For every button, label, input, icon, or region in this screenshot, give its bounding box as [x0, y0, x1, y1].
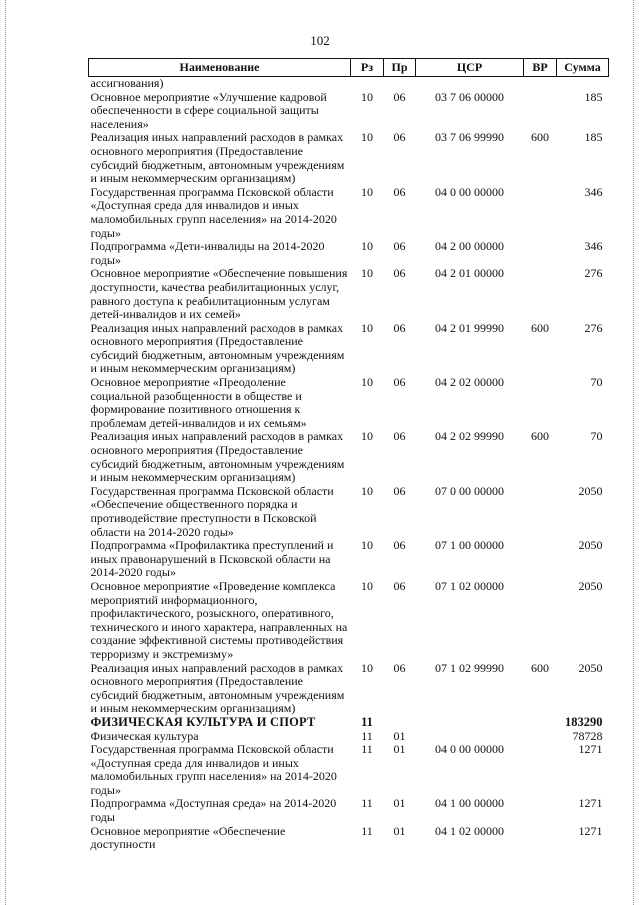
cell-pr	[384, 716, 416, 730]
cell-rz: 10	[361, 578, 373, 593]
cell-pr: 06	[393, 239, 406, 254]
cell-vr	[524, 580, 557, 662]
cell-rz: 10	[361, 266, 373, 281]
cell-name: Государственная программа Псковской области «Обеспечение общественного порядка и противодействие преступности в Псковской области на 2014-2020 годы»	[90, 483, 334, 539]
cell-sum: 2050	[578, 578, 603, 593]
cell-vr	[524, 825, 557, 852]
cell-csr: 03 7 06 00000	[435, 89, 504, 104]
cell-name: Подпрограмма «Доступная среда» на 2014-2020 годы	[90, 796, 337, 825]
cell-vr	[524, 91, 557, 132]
cell-csr: 07 1 00 00000	[435, 538, 504, 553]
cell-sum: 2050	[578, 538, 603, 553]
cell-vr: 600	[531, 660, 549, 675]
cell-csr: 04 1 00 00000	[435, 796, 504, 811]
cell-vr: 600	[531, 320, 549, 335]
cell-sum: 1271	[578, 796, 603, 811]
cell-rz: 10	[361, 429, 373, 444]
table-row	[89, 730, 609, 744]
cell-pr: 06	[393, 429, 406, 444]
cell-csr: 04 2 00 00000	[435, 239, 504, 254]
cell-name: Основное мероприятие «Проведение комплекса мероприятий информационного, профилактического, розыскного, оперативного, технического и иного характера, направленных на создание эффективной системы противодействия терроризму и экстремизму»	[90, 578, 348, 661]
table-row	[89, 580, 609, 662]
table-row	[89, 662, 609, 716]
cell-csr	[416, 730, 524, 744]
cell-name: Основное мероприятие «Обеспечение доступности	[90, 823, 286, 852]
cell-vr: 600	[531, 429, 549, 444]
cell-name: Физическая культура	[90, 728, 199, 743]
cell-pr: 01	[393, 823, 406, 838]
cell-vr	[524, 485, 557, 539]
cell-sum: 2050	[578, 660, 603, 675]
table-row	[89, 743, 609, 797]
table-row	[89, 322, 609, 376]
cell-pr: 06	[393, 660, 406, 675]
cell-vr	[524, 376, 557, 430]
cell-pr: 06	[393, 130, 406, 145]
cell-rz: 10	[361, 320, 373, 335]
header-vr: ВР	[524, 59, 557, 77]
cell-sum: 346	[584, 239, 603, 254]
cell-sum	[557, 77, 609, 91]
cell-rz: 11	[361, 742, 373, 757]
table-row	[89, 797, 609, 824]
cell-csr: 04 1 02 00000	[435, 823, 504, 838]
cell-name: Основное мероприятие «Улучшение кадровой обеспеченности в сфере социальной защиты населения»	[90, 89, 327, 131]
cell-name: Государственная программа Псковской области «Доступная среда для инвалидов и иных маломобильных групп населения» на 2014-2020 годы»	[90, 184, 337, 240]
cell-csr: 04 2 02 99990	[435, 429, 504, 444]
cell-rz: 10	[361, 660, 373, 675]
table-row	[89, 186, 609, 240]
cell-vr	[524, 743, 557, 797]
cell-name: Реализация иных направлений расходов в рамках основного мероприятия (Предоставление субсидий бюджетным, автономным учреждениям и иным некоммерческим организациям)	[90, 429, 345, 485]
cell-sum: 70	[590, 429, 603, 444]
cell-name: Реализация иных направлений расходов в рамках основного мероприятия (Предоставление субсидий бюджетным, автономным учреждениям и иным некоммерческим организациям)	[90, 320, 345, 376]
cell-csr: 03 7 06 99990	[435, 130, 504, 145]
cell-vr	[524, 240, 557, 267]
cell-vr: 600	[531, 130, 549, 145]
cell-csr: 07 1 02 99990	[435, 660, 504, 675]
cell-sum: 1271	[578, 823, 603, 838]
cell-sum: 276	[584, 320, 603, 335]
cell-pr: 06	[393, 538, 406, 553]
cell-name: Подпрограмма «Дети-инвалиды на 2014-2020 годы»	[90, 239, 325, 267]
table-row	[89, 376, 609, 430]
cell-pr: 06	[393, 375, 406, 390]
cell-csr: 04 2 01 00000	[435, 266, 504, 281]
cell-rz: 11	[361, 728, 373, 743]
cell-csr	[416, 716, 524, 730]
cell-pr: 06	[393, 483, 406, 498]
cell-vr	[524, 797, 557, 824]
cell-sum: 183290	[565, 714, 603, 729]
cell-name: Подпрограмма «Профилактика преступлений и иных правонарушений в Псковской области на 2014-2020 годы»	[90, 538, 334, 580]
table-row	[89, 825, 609, 852]
cell-rz: 10	[361, 483, 373, 498]
table-header-row	[89, 59, 609, 77]
cell-rz: 10	[361, 130, 373, 145]
table-row	[89, 267, 609, 321]
cell-pr: 01	[393, 796, 406, 811]
cell-vr	[524, 186, 557, 240]
cell-rz: 10	[361, 538, 373, 553]
table-row	[89, 91, 609, 132]
cell-csr: 04 2 02 00000	[435, 375, 504, 390]
cell-pr: 06	[393, 578, 406, 593]
cell-rz: 10	[361, 184, 373, 199]
cell-name: ассигнования)	[90, 76, 164, 90]
cell-sum: 276	[584, 266, 603, 281]
cell-sum: 70	[590, 375, 603, 390]
table-row	[89, 716, 609, 730]
cell-rz: 10	[361, 239, 373, 254]
cell-sum: 185	[584, 130, 603, 145]
cell-sum: 1271	[578, 742, 603, 757]
cell-rz	[351, 77, 384, 91]
table-row	[89, 77, 609, 91]
header-name: Наименование	[89, 59, 351, 77]
cell-rz: 11	[361, 714, 373, 729]
table-row	[89, 539, 609, 580]
cell-pr: 06	[393, 266, 406, 281]
cell-vr	[524, 539, 557, 580]
page-number: 102	[310, 33, 330, 48]
cell-name: Государственная программа Псковской области «Доступная среда для инвалидов и иных маломобильных групп населения» на 2014-2020 годы»	[90, 742, 337, 797]
cell-vr	[524, 267, 557, 321]
cell-csr	[416, 77, 524, 91]
cell-vr	[524, 730, 557, 744]
cell-sum: 2050	[578, 483, 603, 498]
table-row	[89, 430, 609, 484]
cell-sum: 346	[584, 184, 603, 199]
cell-name: Реализация иных направлений расходов в рамках основного мероприятия (Предоставление субсидий бюджетным, автономным учреждениям и иным некоммерческим организациям)	[90, 130, 345, 186]
cell-pr: 01	[393, 728, 406, 743]
header-csr: ЦСР	[416, 59, 524, 77]
table-body	[89, 77, 609, 852]
table-row	[89, 485, 609, 539]
scan-edge-right	[633, 0, 634, 905]
cell-pr: 06	[393, 89, 406, 104]
cell-csr: 07 0 00 00000	[435, 483, 504, 498]
cell-rz: 10	[361, 375, 373, 390]
header-pr: Пр	[384, 59, 416, 77]
cell-name: ФИЗИЧЕСКАЯ КУЛЬТУРА И СПОРТ	[90, 714, 316, 729]
cell-pr	[384, 77, 416, 91]
cell-csr: 04 0 00 00000	[435, 742, 504, 757]
table-row	[89, 131, 609, 185]
cell-csr: 04 2 01 99990	[435, 320, 504, 335]
cell-rz: 11	[361, 796, 373, 811]
header-rz: Рз	[351, 59, 384, 77]
cell-name: Реализация иных направлений расходов в рамках основного мероприятия (Предоставление субсидий бюджетным, автономным учреждениям и иным некоммерческим организациям)	[90, 660, 345, 716]
cell-sum: 185	[584, 89, 603, 104]
budget-table	[88, 58, 609, 852]
cell-csr: 04 0 00 00000	[435, 184, 504, 199]
cell-vr	[524, 77, 557, 91]
cell-pr: 06	[393, 320, 406, 335]
cell-name: Основное мероприятие «Преодоление социальной разобщенности в обществе и формирование позитивного отношения к проблемам детей-инвалидов и их семьям»	[90, 375, 307, 430]
cell-pr: 01	[393, 742, 406, 757]
cell-rz: 10	[361, 89, 373, 104]
cell-csr: 07 1 02 00000	[435, 578, 504, 593]
scan-edge-left	[5, 0, 6, 905]
cell-rz: 11	[361, 823, 373, 838]
cell-vr	[524, 716, 557, 730]
table-row	[89, 240, 609, 267]
header-sum: Сумма	[557, 59, 609, 77]
cell-name: Основное мероприятие «Обеспечение повышения доступности, качества реабилитационных услуг, равного доступа к реабилитационным услугам детей-инвалидов и их семей»	[90, 266, 348, 322]
cell-sum: 78728	[572, 728, 603, 743]
cell-pr: 06	[393, 184, 406, 199]
